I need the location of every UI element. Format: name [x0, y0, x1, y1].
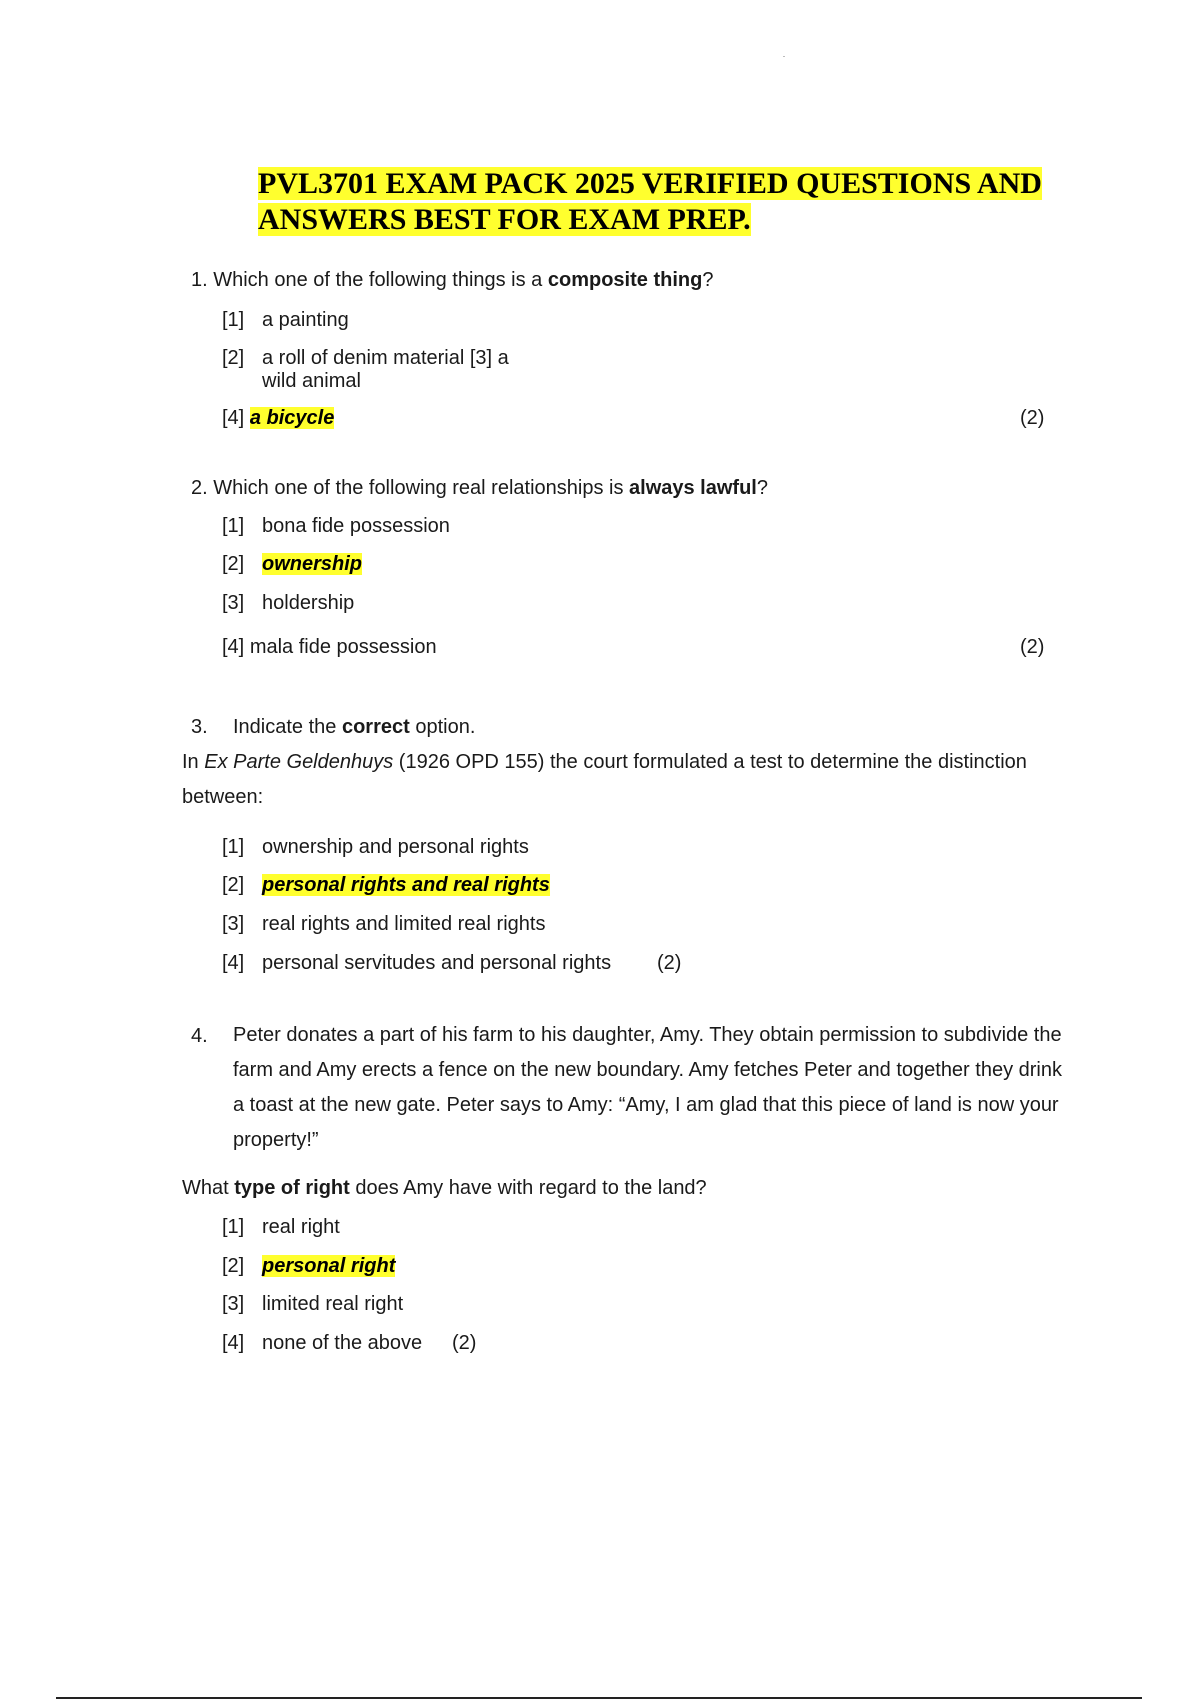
title-line-2: ANSWERS BEST FOR EXAM PREP.: [258, 203, 751, 236]
q2-option-2: [222, 552, 362, 576]
option-text: mala fide possession: [249, 636, 437, 658]
q4-text-line: a toast at the new gate. Peter says to Amy: “Amy, I am glad that this piece of land is now your: [233, 1094, 1059, 1116]
question-3: [191, 715, 475, 739]
question-1: [191, 268, 713, 292]
option-number: [1]: [222, 1216, 245, 1238]
q3-stem-text: between:: [182, 786, 264, 808]
title-line-1: PVL3701 EXAM PACK 2025 VERIFIED QUESTIONS AND: [258, 167, 1042, 200]
option-number: [2]: [222, 1255, 245, 1277]
q2-text: 2. Which one of the following real relationships is: [191, 477, 630, 499]
option-number: [2]: [222, 347, 245, 369]
option-text: real right: [262, 1216, 340, 1238]
q3-text: Indicate the: [233, 716, 342, 738]
q3-option-3: [222, 912, 545, 936]
q4-text-line: Peter donates a part of his farm to his daughter, Amy. They obtain permission to subdivide the: [233, 1024, 1062, 1046]
q4-option-2: [222, 1254, 395, 1278]
option-number: [4]: [222, 407, 245, 429]
scan-speck: [783, 56, 785, 57]
option-text: wild animal: [262, 370, 361, 392]
q3-number: 3.: [191, 716, 208, 738]
option-number: [3]: [222, 1293, 245, 1315]
option-text: a roll of denim material [3] a: [262, 347, 509, 369]
option-text: bona fide possession: [262, 515, 450, 537]
option-number: [1]: [222, 836, 245, 858]
q1-end: ?: [702, 269, 714, 291]
footer-divider: [56, 1697, 1142, 1699]
q4-ask-text: does Amy have with regard to the land?: [349, 1177, 707, 1199]
q1-option-1: [222, 308, 349, 332]
q3-marks: (2): [657, 952, 682, 974]
q4-keyword: type of right: [234, 1177, 350, 1199]
q3-option-2: [222, 873, 550, 897]
option-number: [3]: [222, 592, 245, 614]
q3-end: option.: [409, 716, 476, 738]
option-number: [4]: [222, 952, 245, 974]
option-number: [1]: [222, 309, 245, 331]
option-text: a painting: [262, 309, 349, 331]
option-text: holdership: [262, 592, 355, 614]
question-2: [191, 476, 768, 500]
document-title: [258, 166, 1058, 238]
question-4-number: 4.: [191, 1025, 208, 1047]
option-number: [2]: [222, 553, 245, 575]
option-text: real rights and limited real rights: [262, 913, 546, 935]
q3-stem-text: (1926 OPD 155) the court formulated a test to determine the distinction: [393, 751, 1027, 773]
q1-marks: (2): [1020, 407, 1045, 429]
q2-option-3: [222, 591, 354, 615]
q2-answer-highlight: ownership: [262, 553, 363, 575]
q2-end: ?: [756, 477, 768, 499]
q3-stem: [182, 745, 1082, 815]
q2-keyword: always lawful: [629, 477, 757, 499]
option-number: [4]: [222, 1332, 245, 1354]
option-text: limited real right: [262, 1293, 404, 1315]
q1-text: 1. Which one of the following things is a: [191, 269, 548, 291]
q2-marks: (2): [1020, 636, 1045, 658]
q1-option-2-continued: [262, 369, 361, 393]
q4-option-4: [222, 1331, 422, 1355]
q1-answer-highlight: a bicycle: [249, 407, 335, 429]
q3-case-name: Ex Parte Geldenhuys: [204, 751, 394, 773]
option-number: [3]: [222, 913, 245, 935]
q1-keyword: composite thing: [547, 269, 703, 291]
question-4: [233, 1018, 1133, 1158]
q3-answer-highlight: personal rights and real rights: [262, 874, 550, 896]
q2-option-1: [222, 514, 450, 538]
q4-text-line: property!”: [233, 1129, 319, 1151]
q4-marks: (2): [452, 1332, 477, 1354]
option-number: [2]: [222, 874, 245, 896]
q3-option-4: [222, 951, 611, 975]
option-text: personal servitudes and personal rights: [262, 952, 612, 974]
q3-option-1: [222, 835, 529, 859]
q4-answer-highlight: personal right: [262, 1255, 396, 1277]
option-number: [1]: [222, 515, 245, 537]
q4-ask-text: What: [182, 1177, 235, 1199]
q3-stem-text: In: [182, 751, 205, 773]
q4-option-3: [222, 1292, 403, 1316]
q4-text-line: farm and Amy erects a fence on the new boundary. Amy fetches Peter and together they drink: [233, 1059, 1062, 1081]
q4-option-1: [222, 1215, 340, 1239]
q2-option-4: [222, 635, 437, 659]
q3-keyword: correct: [341, 716, 410, 738]
q1-option-4: [222, 406, 334, 430]
option-text: none of the above: [262, 1332, 423, 1354]
q1-option-2: [222, 346, 509, 370]
q4-question: [182, 1176, 707, 1200]
option-text: ownership and personal rights: [262, 836, 529, 858]
option-number: [4]: [222, 636, 245, 658]
